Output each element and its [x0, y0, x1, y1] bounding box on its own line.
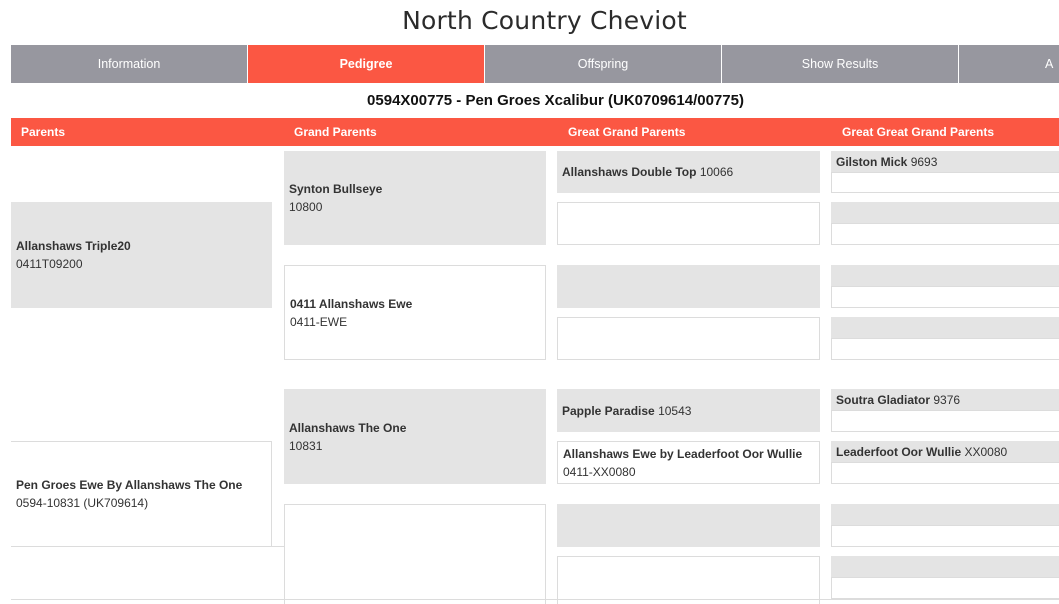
pedigree-cell-gg-grandparent[interactable]: [831, 441, 1059, 462]
pedigree-cell-gg-grandparent[interactable]: [831, 410, 1059, 432]
pedigree-cell-grandparent[interactable]: [284, 504, 546, 604]
pedigree-cell-parent[interactable]: [11, 441, 272, 547]
pedigree-cell-gg-grandparent[interactable]: [831, 338, 1059, 360]
pedigree-cell-gg-grandparent[interactable]: [831, 172, 1059, 193]
row-divider: [11, 546, 284, 547]
animal-reg: XX0080: [964, 445, 1008, 459]
pedigree-cell-grandparent[interactable]: [284, 265, 546, 360]
pedigree-cell-great-grandparent[interactable]: [557, 389, 820, 432]
animal-name: Gilston Mick: [836, 155, 908, 169]
pedigree-cell-gg-grandparent[interactable]: [831, 317, 1059, 338]
pedigree-cell-gg-grandparent[interactable]: [831, 151, 1059, 172]
pedigree-cell-great-grandparent[interactable]: [557, 504, 820, 547]
tab-pedigree[interactable]: Pedigree: [248, 45, 485, 83]
animal-reg: 10800: [289, 200, 323, 214]
pedigree-cell-gg-grandparent[interactable]: [831, 556, 1059, 577]
pedigree-cell-gg-grandparent[interactable]: [831, 389, 1059, 410]
pedigree-cell-great-grandparent[interactable]: [557, 202, 820, 245]
animal-reg: 9376: [933, 393, 961, 407]
animal-reg: 0411-EWE: [290, 314, 348, 329]
tab-show-results[interactable]: Show Results: [722, 45, 959, 83]
pedigree-cell-gg-grandparent[interactable]: [831, 286, 1059, 308]
pedigree-cell-gg-grandparent[interactable]: [831, 577, 1059, 599]
pedigree-cell-gg-grandparent[interactable]: [831, 223, 1059, 245]
animal-name: Pen Groes Ewe By Allanshaws The One: [16, 478, 243, 492]
animal-name: Allanshaws The One: [289, 420, 407, 435]
header-grand-parents: Grand Parents: [294, 125, 377, 139]
pedigree-cell-great-grandparent[interactable]: [557, 265, 820, 308]
generation-header: [11, 118, 1059, 146]
animal-reg: 0594-10831 (UK709614): [16, 496, 149, 510]
animal-name: Allanshaws Ewe by Leaderfoot Oor Wullie: [563, 446, 803, 461]
tab-partial[interactable]: A: [959, 45, 1059, 83]
animal-name: Allanshaws Triple20: [16, 239, 131, 253]
header-great-grand-parents: Great Grand Parents: [568, 125, 686, 139]
tab-offspring[interactable]: Offspring: [485, 45, 722, 83]
page-title: North Country Cheviot: [402, 6, 687, 35]
pedigree-cell-great-grandparent[interactable]: [557, 317, 820, 360]
pedigree-cell-gg-grandparent[interactable]: [831, 202, 1059, 223]
animal-name: 0411 Allanshaws Ewe: [290, 296, 413, 311]
pedigree-cell-gg-grandparent[interactable]: [831, 504, 1059, 525]
animal-title: 0594X00775 - Pen Groes Xcalibur (UK0709614/00775): [367, 92, 744, 109]
animal-name: Synton Bullseye: [289, 182, 383, 196]
tab-bar: [11, 45, 1059, 83]
tab-information[interactable]: Information: [11, 45, 248, 83]
pedigree-cell-grandparent[interactable]: [284, 151, 546, 245]
header-parents: Parents: [21, 125, 66, 139]
animal-name: Allanshaws Double Top: [562, 165, 697, 179]
animal-reg: 9693: [910, 155, 938, 169]
pedigree-cell-grandparent[interactable]: [284, 389, 546, 484]
pedigree-cell-gg-grandparent[interactable]: [831, 525, 1059, 547]
animal-reg: 10543: [658, 403, 692, 418]
animal-reg: 10831: [289, 438, 323, 453]
pedigree-cell-great-grandparent[interactable]: [557, 151, 820, 193]
row-divider: [11, 599, 1059, 600]
animal-reg: 10066: [699, 165, 734, 179]
pedigree-cell-great-grandparent[interactable]: [557, 556, 820, 604]
pedigree-cell-great-grandparent[interactable]: [557, 441, 820, 484]
header-great-great-grand-parents: Great Great Grand Parents: [842, 125, 995, 139]
animal-name: Leaderfoot Oor Wullie: [836, 445, 962, 459]
pedigree-cell-parent[interactable]: [11, 202, 272, 308]
animal-reg: 0411T09200: [16, 257, 83, 271]
pedigree-cell-gg-grandparent[interactable]: [831, 462, 1059, 484]
animal-name: Soutra Gladiator: [836, 393, 931, 407]
animal-reg: 0411-XX0080: [563, 464, 636, 479]
pedigree-cell-gg-grandparent[interactable]: [831, 265, 1059, 286]
animal-name: Papple Paradise: [562, 403, 655, 418]
